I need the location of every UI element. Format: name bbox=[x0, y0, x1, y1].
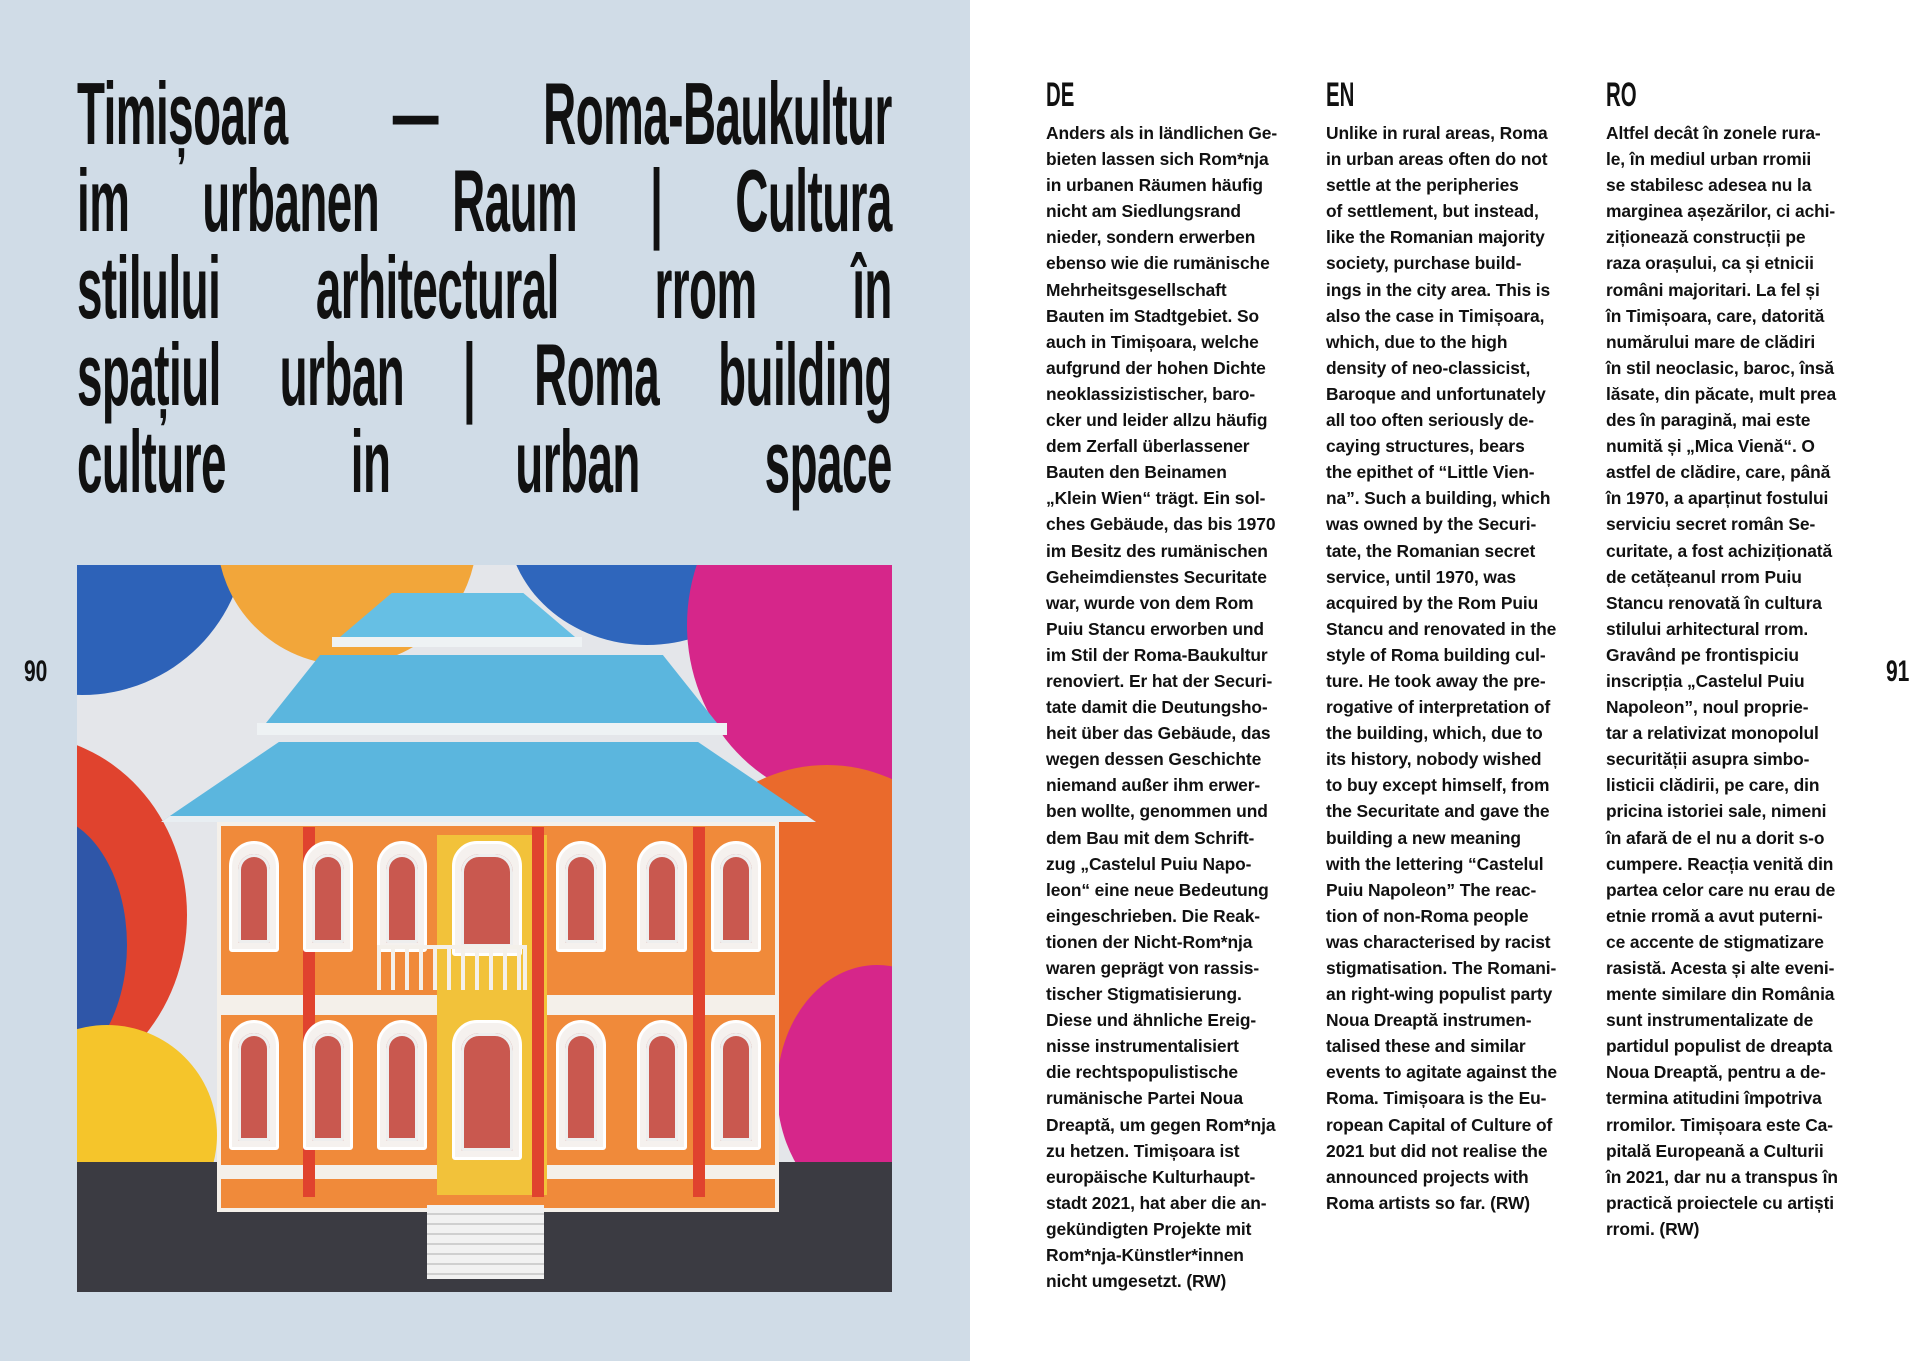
text-line: Stancu and renovated in the bbox=[1326, 618, 1557, 639]
text-line: europäische Kulturhaupt- bbox=[1046, 1166, 1256, 1187]
text-line: Noua Dreaptă, pentru a de- bbox=[1606, 1062, 1826, 1083]
text-line: astfel de clădire, care, până bbox=[1606, 462, 1831, 483]
page-number-left: 90 bbox=[24, 655, 48, 688]
text-line: zug „Castelul Puiu Napo- bbox=[1046, 853, 1252, 874]
title-line: stilului arhitectural rrom în bbox=[77, 238, 892, 337]
column-en bbox=[1326, 78, 1601, 1216]
text-line: acquired by the Rom Puiu bbox=[1326, 592, 1539, 613]
text-line: niemand außer ihm erwer- bbox=[1046, 775, 1261, 796]
text-line: service, until 1970, was bbox=[1326, 566, 1516, 587]
text-line: the building, which, due to bbox=[1326, 723, 1543, 744]
text-line: „Klein Wien“ trägt. Ein sol- bbox=[1046, 488, 1266, 509]
text-line: în 1970, a aparținut fostului bbox=[1606, 488, 1829, 509]
text-line: 2021 but did not realise the bbox=[1326, 1140, 1548, 1161]
title-line: Timișoara — Roma-Baukultur bbox=[77, 64, 892, 163]
text-line: talised these and similar bbox=[1326, 1036, 1526, 1057]
title-line: culture in urban space bbox=[77, 412, 892, 511]
text-line: zu hetzen. Timișoara ist bbox=[1046, 1140, 1240, 1161]
text-line: to buy except himself, from bbox=[1326, 775, 1550, 796]
text-line: its history, nobody wished bbox=[1326, 749, 1542, 770]
text-line: aufgrund der hohen Dichte bbox=[1046, 357, 1266, 378]
text-line: in urban areas often do not bbox=[1326, 149, 1548, 170]
text-line: density of neo-classicist, bbox=[1326, 357, 1531, 378]
text-line: ings in the city area. This is bbox=[1326, 279, 1551, 300]
text-line: ebenso wie die rumänische bbox=[1046, 253, 1270, 274]
text-line: Gravând pe frontispiciu bbox=[1606, 644, 1799, 665]
text-line: ce accente de stigmatizare bbox=[1606, 931, 1824, 952]
text-line: Stancu renovată în cultura bbox=[1606, 592, 1822, 613]
text-line: rasistă. Acesta și alte eveni- bbox=[1606, 958, 1835, 978]
text-line: se stabilesc adesea nu la bbox=[1606, 175, 1812, 196]
text-line: tischer Stigmatisierung. bbox=[1046, 984, 1242, 1005]
text-line: Puiu Stancu erworben und bbox=[1046, 618, 1264, 639]
text-line: cker und leider allzu häufig bbox=[1046, 410, 1268, 431]
text-line: Rom*nja-Künstler*innen bbox=[1046, 1245, 1244, 1266]
column-heading: EN bbox=[1326, 76, 1355, 114]
text-line: cumpere. Reacția venită din bbox=[1606, 853, 1834, 874]
text-line: Noua Dreaptă instrumen- bbox=[1326, 1010, 1532, 1031]
text-line: în Timișoara, care, datorită bbox=[1606, 305, 1825, 326]
text-line: ture. He took away the pre- bbox=[1326, 670, 1546, 691]
text-line: renoviert. Er hat der Securi- bbox=[1046, 670, 1273, 691]
text-line: rromi. (RW) bbox=[1606, 1218, 1700, 1239]
text-line: wegen dessen Geschichte bbox=[1046, 749, 1262, 770]
text-line: Unlike in rural areas, Roma bbox=[1326, 123, 1548, 143]
column-ro bbox=[1606, 78, 1881, 1242]
text-line: events to agitate against the bbox=[1326, 1062, 1557, 1083]
text-line: with the lettering “Castelul bbox=[1326, 853, 1544, 874]
text-line: des în paragină, mai este bbox=[1606, 410, 1811, 431]
text-line: tate damit die Deutungsho- bbox=[1046, 697, 1268, 718]
column-body bbox=[1606, 120, 1881, 1242]
column-de bbox=[1046, 78, 1321, 1294]
text-line: numită și „Mica Vienă“. O bbox=[1606, 436, 1815, 457]
text-line: Napoleon”, noul proprie- bbox=[1606, 697, 1809, 718]
text-line: în stil neoclasic, baroc, însă bbox=[1606, 357, 1834, 378]
text-line: marginea așezărilor, ci achi- bbox=[1606, 201, 1836, 222]
column-body bbox=[1046, 120, 1321, 1294]
text-line: Baroque and unfortunately bbox=[1326, 383, 1546, 404]
text-line: Roma artists so far. (RW) bbox=[1326, 1192, 1530, 1213]
house-model-photo bbox=[77, 565, 892, 1292]
text-line: style of Roma building cul- bbox=[1326, 644, 1546, 665]
text-line: mente similare din România bbox=[1606, 984, 1835, 1005]
text-line: of settlement, but instead, bbox=[1326, 201, 1539, 222]
text-line: Bauten den Beinamen bbox=[1046, 462, 1227, 483]
text-line: stigmatisation. The Romani- bbox=[1326, 958, 1557, 978]
text-line: Roma. Timișoara is the Eu- bbox=[1326, 1088, 1547, 1109]
text-line: ziționează construcții pe bbox=[1606, 227, 1806, 248]
text-line: români majoritari. La fel și bbox=[1606, 279, 1820, 300]
text-line: bieten lassen sich Rom*nja bbox=[1046, 149, 1269, 170]
text-line: tar a relativizat monopolul bbox=[1606, 723, 1819, 744]
text-line: Bauten im Stadtgebiet. So bbox=[1046, 305, 1259, 326]
text-line: gekündigten Projekte mit bbox=[1046, 1218, 1252, 1239]
text-line: tate, the Romanian secret bbox=[1326, 540, 1536, 561]
text-line: stadt 2021, hat aber die an- bbox=[1046, 1192, 1267, 1213]
text-line: auch in Timișoara, welche bbox=[1046, 331, 1259, 352]
text-line: ches Gebäude, das bis 1970 bbox=[1046, 514, 1276, 535]
text-line: im Besitz des rumänischen bbox=[1046, 540, 1268, 561]
text-line: tionen der Nicht-Rom*nja bbox=[1046, 931, 1253, 952]
text-line: rumänische Partei Noua bbox=[1046, 1088, 1243, 1109]
page-number-right: 91 bbox=[1886, 655, 1910, 688]
text-line: dem Bau mit dem Schrift- bbox=[1046, 827, 1255, 848]
text-line: Dreaptă, um gegen Rom*nja bbox=[1046, 1114, 1276, 1135]
text-line: partea celor care nu erau de bbox=[1606, 879, 1836, 900]
text-line: nicht umgesetzt. (RW) bbox=[1046, 1271, 1227, 1292]
text-line: pricina istoriei sale, nimeni bbox=[1606, 801, 1827, 822]
page-title bbox=[77, 64, 892, 511]
text-line: which, due to the high bbox=[1326, 331, 1508, 352]
text-line: Anders als in ländlichen Ge- bbox=[1046, 123, 1278, 143]
text-line: tion of non-Roma people bbox=[1326, 905, 1529, 926]
column-body bbox=[1326, 120, 1601, 1216]
text-line: nicht am Siedlungsrand bbox=[1046, 201, 1241, 222]
text-line: dem Zerfall überlassener bbox=[1046, 436, 1250, 457]
text-line: nieder, sondern erwerben bbox=[1046, 227, 1256, 248]
text-line: like the Romanian majority bbox=[1326, 227, 1545, 248]
text-line: society, purchase build- bbox=[1326, 253, 1522, 274]
text-line: caying structures, bears bbox=[1326, 436, 1525, 457]
text-line: was characterised by racist bbox=[1326, 931, 1551, 952]
text-line: the epithet of “Little Vien- bbox=[1326, 462, 1535, 483]
text-line: all too often seriously de- bbox=[1326, 410, 1534, 431]
text-line: ben wollte, genommen und bbox=[1046, 801, 1268, 822]
text-line: practică proiectele cu artiști bbox=[1606, 1192, 1835, 1213]
text-line: na”. Such a building, which bbox=[1326, 488, 1551, 509]
text-line: lăsate, din păcate, mult prea bbox=[1606, 383, 1837, 404]
text-line: serviciu secret român Se- bbox=[1606, 514, 1816, 535]
column-heading: RO bbox=[1606, 76, 1637, 114]
text-line: le, în mediul urban rromii bbox=[1606, 149, 1812, 170]
text-line: securității asupra simbo- bbox=[1606, 749, 1810, 770]
text-line: Mehrheitsgesellschaft bbox=[1046, 279, 1227, 300]
title-line: im urbanen Raum | Cultura bbox=[77, 151, 892, 250]
text-line: an right-wing populist party bbox=[1326, 984, 1553, 1005]
text-line: sunt instrumentalizate de bbox=[1606, 1010, 1814, 1031]
text-line: Puiu Napoleon” The reac- bbox=[1326, 879, 1537, 900]
text-line: rromilor. Timișoara este Ca- bbox=[1606, 1114, 1833, 1135]
text-line: stilului arhitectural rrom. bbox=[1606, 618, 1809, 639]
text-line: leon“ eine neue Bedeutung bbox=[1046, 879, 1269, 900]
text-line: eingeschrieben. Die Reak- bbox=[1046, 905, 1261, 926]
text-line: în 2021, dar nu a transpus în bbox=[1606, 1166, 1838, 1187]
text-line: Geheimdienstes Securitate bbox=[1046, 566, 1267, 587]
text-line: nisse instrumentalisiert bbox=[1046, 1036, 1239, 1057]
text-line: listicii clădirii, pe care, din bbox=[1606, 775, 1820, 796]
text-line: im Stil der Roma-Baukultur bbox=[1046, 644, 1268, 665]
text-line: termina atitudini împotriva bbox=[1606, 1088, 1822, 1109]
text-line: the Securitate and gave the bbox=[1326, 801, 1550, 822]
text-line: waren geprägt von rassis- bbox=[1046, 958, 1260, 978]
text-line: partidul populist de dreapta bbox=[1606, 1036, 1833, 1057]
text-line: in urbanen Räumen häufig bbox=[1046, 175, 1263, 196]
text-line: de cetățeanul rrom Puiu bbox=[1606, 566, 1802, 587]
text-line: heit über das Gebäude, das bbox=[1046, 723, 1271, 744]
text-line: war, wurde von dem Rom bbox=[1046, 592, 1254, 613]
text-line: Altfel decât în zonele rura- bbox=[1606, 123, 1821, 143]
text-line: ropean Capital of Culture of bbox=[1326, 1114, 1553, 1135]
text-line: die rechtspopulistische bbox=[1046, 1062, 1238, 1083]
text-line: în afară de el nu a dorit s-o bbox=[1606, 827, 1825, 848]
text-line: numărului mare de clădiri bbox=[1606, 331, 1816, 352]
text-line: rogative of interpretation of bbox=[1326, 697, 1551, 718]
text-line: curitate, a fost achiziționată bbox=[1606, 540, 1833, 561]
text-line: raza orașului, ca și etnicii bbox=[1606, 253, 1814, 274]
text-line: pitală Europeană a Culturii bbox=[1606, 1140, 1824, 1161]
text-line: etnie rromă a avut puterni- bbox=[1606, 905, 1823, 926]
text-line: announced projects with bbox=[1326, 1166, 1529, 1187]
text-line: was owned by the Securi- bbox=[1326, 514, 1537, 535]
text-line: settle at the peripheries bbox=[1326, 175, 1519, 196]
text-line: Diese und ähnliche Ereig- bbox=[1046, 1010, 1257, 1031]
text-line: building a new meaning bbox=[1326, 827, 1521, 848]
text-line: also the case in Timișoara, bbox=[1326, 305, 1545, 326]
text-line: inscripția „Castelul Puiu bbox=[1606, 670, 1805, 691]
title-line: spațiul urban | Roma building bbox=[77, 325, 892, 424]
text-line: neoklassizistischer, baro- bbox=[1046, 383, 1256, 404]
column-heading: DE bbox=[1046, 76, 1075, 114]
